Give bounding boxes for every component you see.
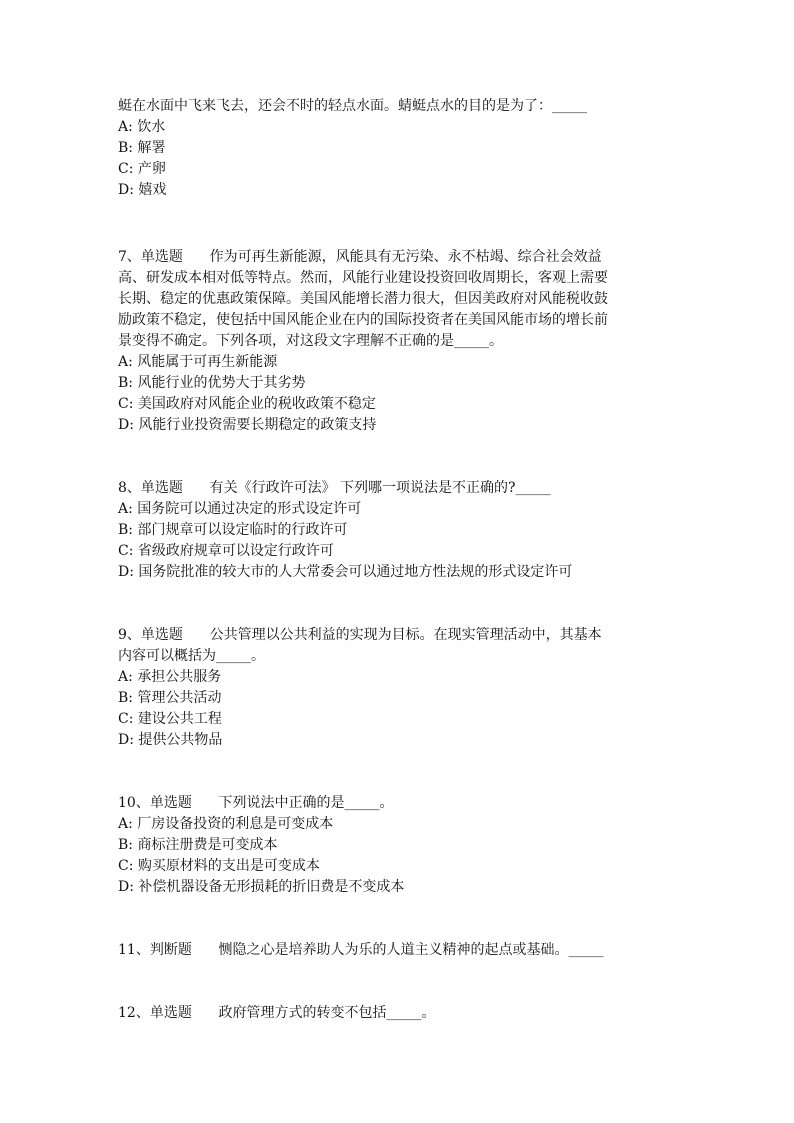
question-stem-line: 11、判断题 恻隐之心是培养助人为乐的人道主义精神的起点或基础。_____: [118, 942, 604, 958]
option-d: D: 嬉戏: [118, 182, 167, 198]
option-a: A: 厂房设备投资的利息是可变成本: [118, 816, 334, 832]
option-c: C: 产卵: [118, 161, 166, 177]
question-stem-line: 8、单选题 有关《行政许可法》 下列哪一项说法是不正确的?_____: [118, 480, 551, 496]
option-a: A: 风能属于可再生新能源: [118, 354, 278, 370]
option-b: B: 风能行业的优势大于其劣势: [118, 375, 306, 391]
option-b: B: 部门规章可以设定临时的行政许可: [118, 522, 348, 538]
option-d: D: 提供公共物品: [118, 732, 223, 748]
question-7: [118, 247, 678, 436]
question-stem: 蜓在水面中飞来飞去，还会不时的轻点水面。蜻蜓点水的目的是为了：_____: [118, 98, 587, 114]
question-11: [118, 940, 678, 961]
option-d: D: 补偿机器设备无形损耗的折旧费是不变成本: [118, 879, 405, 895]
option-b: B: 管理公共活动: [118, 690, 222, 706]
option-b: B: 解署: [118, 140, 166, 156]
question-stem-line: 7、单选题 作为可再生新能源，风能具有无污染、永不枯竭、综合社会效益: [118, 249, 602, 265]
question-8: [118, 478, 678, 583]
question-stem-line: 高、研发成本相对低等特点。然而，风能行业建设投资回收周期长，客观上需要: [118, 270, 608, 286]
option-c: C: 美国政府对风能企业的税收政策不稳定: [118, 396, 376, 412]
question-stem-line: 9、单选题 公共管理以公共利益的实现为目标。在现实管理活动中，其基本: [118, 627, 602, 643]
option-a: A: 承担公共服务: [118, 669, 222, 685]
option-c: C: 省级政府规章可以设定行政许可: [118, 543, 334, 559]
question-stem-line: 内容可以概括为_____。: [118, 648, 265, 664]
question-12: [118, 1003, 678, 1024]
question-stem-line: 10、单选题 下列说法中正确的是_____。: [118, 795, 394, 811]
option-c: C: 购买原材料的支出是可变成本: [118, 858, 320, 874]
question-stem-line: 12、单选题 政府管理方式的转变不包括_____。: [118, 1005, 436, 1021]
question-stem-line: 长期、稳定的优惠政策保障。美国风能增长潜力很大，但因美政府对风能税收鼓: [118, 291, 608, 307]
option-b: B: 商标注册费是可变成本: [118, 837, 278, 853]
option-d: D: 风能行业投资需要长期稳定的政策支持: [118, 417, 377, 433]
option-c: C: 建设公共工程: [118, 711, 222, 727]
option-a: A: 国务院可以通过决定的形式设定许可: [118, 501, 362, 517]
option-a: A: 饮水: [118, 119, 166, 135]
question-9: [118, 625, 678, 751]
question-stem-line: 励政策不稳定，使包括中国风能企业在内的国际投资者在美国风能市场的增长前: [118, 312, 608, 328]
intro-question: [118, 96, 678, 201]
question-stem-line: 景变得不确定。下列各项，对这段文字理解不正确的是_____。: [118, 333, 503, 349]
question-10: [118, 793, 678, 898]
document-page: [118, 96, 678, 1024]
option-d: D: 国务院批准的较大市的人大常委会可以通过地方性法规的形式设定许可: [118, 564, 573, 580]
